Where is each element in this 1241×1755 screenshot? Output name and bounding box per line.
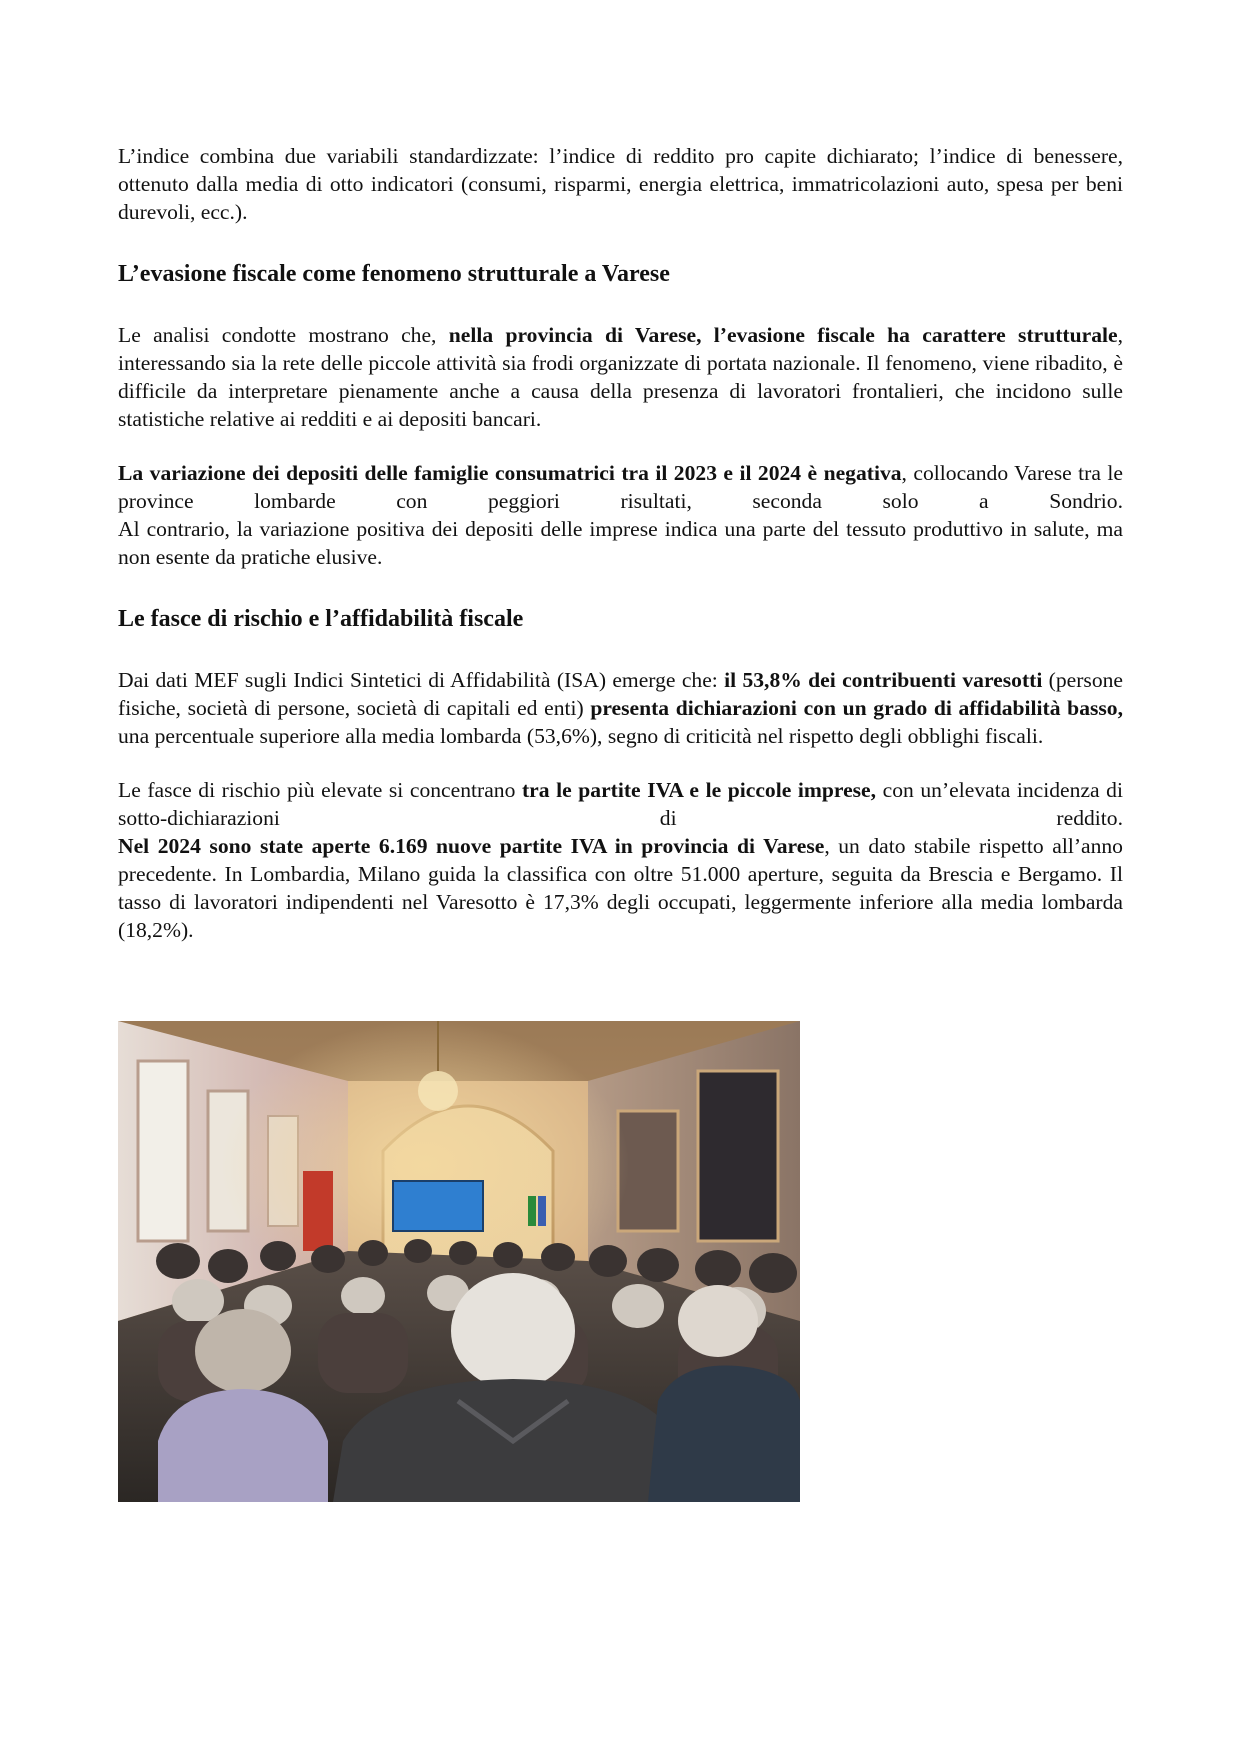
section-heading-rischio: Le fasce di rischio e l’affidabilità fiscale (118, 606, 524, 632)
paragraph-isa: Dai dati MEF sugli Indici Sintetici di Affidabilità (ISA) emerge che: il 53,8% dei contribuenti varesotti (persone fisiche, società di persone, società di capitali ed enti) presenta dichiarazioni con un grado di affidabilità basso, una percentuale superiore alla media lombarda (53,6%), segno di criticità nel rispetto degli obblighi fiscali. (118, 668, 1123, 748)
paragraph-analisi: Le analisi condotte mostrano che, nella provincia di Varese, l’evasione fiscale ha carattere strutturale, interessando sia la rete delle piccole attività sia frodi organizzate di portata nazionale. Il fenomeno, viene ribadito, è difficile da interpretare pienamente anche a causa della presenza di lavoratori frontalieri, che incidono sulle statistiche relative ai redditi e ai depositi bancari. (118, 323, 1123, 431)
paragraph-fasce-rischio: Le fasce di rischio più elevate si concentrano tra le partite IVA e le piccole imprese, con un’elevata incidenza di sotto-dichiarazioni di reddito. (118, 778, 1123, 830)
bold-text: presenta dichiarazioni con un grado di affidabilità basso, (590, 696, 1123, 720)
conference-hall-photo (118, 1021, 800, 1502)
paragraph-partite-iva: Nel 2024 sono state aperte 6.169 nuove partite IVA in provincia di Varese, un dato stabile rispetto all’anno precedente. In Lombardia, Milano guida la classifica con oltre 51.000 aperture, seguita da Brescia e Bergamo. Il tasso di lavoratori indipendenti nel Varesotto è 17,3% degli occupati, leggermente inferiore alla media lombarda (18,2%). (118, 834, 1123, 942)
bold-text: il 53,8% dei contribuenti varesotti (724, 668, 1043, 692)
document-page (118, 142, 1123, 944)
paragraph-depositi-imprese: Al contrario, la variazione positiva dei depositi delle imprese indica una parte del tessuto produttivo in salute, ma non esente da pratiche elusive. (118, 517, 1123, 569)
bold-text: La variazione dei depositi delle famiglie consumatrici tra il 2023 e il 2024 è negativa (118, 461, 902, 485)
bold-text: nella provincia di Varese, l’evasione fiscale ha carattere strutturale (448, 323, 1118, 347)
bold-text: tra le partite IVA e le piccole imprese, (521, 778, 877, 802)
intro-paragraph: L’indice combina due variabili standardizzate: l’indice di reddito pro capite dichiarato; l’indice di benessere, ottenuto dalla media di otto indicatori (consumi, risparmi, energia elettrica, immatricolazioni auto, spesa per beni durevoli, ecc.). (118, 144, 1123, 224)
section-heading-evasione: L’evasione fiscale come fenomeno strutturale a Varese (118, 261, 670, 287)
paragraph-depositi: La variazione dei depositi delle famiglie consumatrici tra il 2023 e il 2024 è negativa, collocando Varese tra le province lombarde con peggiori risultati, seconda solo a Sondrio. (118, 461, 1123, 513)
bold-text: Nel 2024 sono state aperte 6.169 nuove partite IVA in provincia di Varese (118, 834, 825, 858)
